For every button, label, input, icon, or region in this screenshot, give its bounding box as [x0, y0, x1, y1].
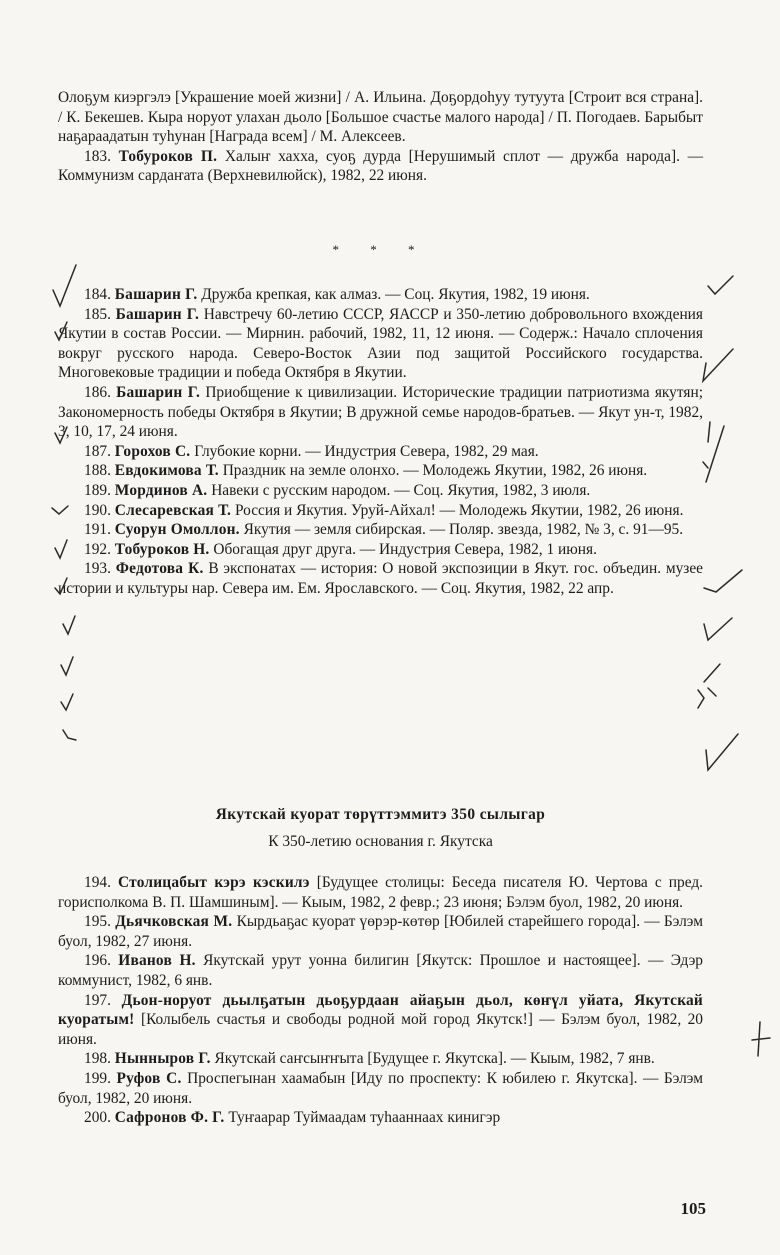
entry-196: 196. Иванов Н. Якутскай урут уонна билигин [Якутск: Прошлое и настоящее]. — Эдэр коммунист, 1982, 6 янв.: [58, 952, 703, 989]
margin-check-icon: [700, 614, 736, 644]
checkmark-icon: [52, 423, 70, 445]
entry-191: 191. Суорун Омоллон. Якутия — земля сибирская. — Поляр. звезда, 1982, № 3, с. 91—95.: [84, 521, 684, 539]
margin-check-icon: [700, 345, 736, 387]
entry-number: 183.: [84, 147, 111, 165]
continuation-paragraph: Олоҕум киэргэлэ [Украшение моей жизни] / А. Ильина. Доҕордоһуу тутуута [Строит вся страна]. / К. Бекешев. Кыра норуот улахан дьоло [Большое счастье малого народа] / П. Погодаев. Барыбыт наҕараадатын туһунан [Награда всем] / М. Алексеев.: [58, 89, 703, 146]
entry-author: Тобуроков П.: [118, 147, 218, 165]
entry-187: 187. Горохов С. Глубокие корни. — Индустрия Севера, 1982, 29 мая.: [84, 442, 539, 460]
entry-184: 184. Башарин Г. Дружба крепкая, как алмаз. — Соц. Якутия, 1982, 19 июня.: [84, 286, 590, 303]
margin-check-icon: [694, 684, 722, 714]
entry-183: [58, 147, 703, 186]
checkmark-icon: [58, 692, 76, 712]
entry-193: 193. Федотова К. В экспонатах — история: О новой экспозиции в Якут. гос. объедин. музее истории и культуры нар. Севера им. Ем. Ярославского. — Соц. Якутия, 1982, 22 апр.: [58, 560, 704, 597]
margin-check-icon: [700, 660, 724, 686]
margin-check-icon: [705, 274, 735, 298]
entry-186: 186. Башарин Г. Приобщение к цивилизации. Исторические традиции патриотизма якутян; Закономерность победы Октября в Якутии; В дружной семье народов-братьев. — Якут ун-т, 1982, 3, 10, 17, 24 июня.: [58, 383, 703, 441]
page-number: 105: [680, 1199, 706, 1218]
checkmark-icon: [50, 262, 80, 310]
continuation-text: [58, 88, 703, 186]
entry-195: 195. Дьячковская М. Кырдьаҕас куорат үөрэр-көтөр [Юбилей старейшего города]. — Бэлэм буол, 1982, 27 июня.: [58, 913, 703, 950]
checkmark-icon: [52, 320, 70, 342]
checkmark-icon: [52, 538, 70, 560]
entry-189: 189. Мординов А. Навеки с русским народом. — Соц. Якутия, 1982, 3 июля.: [84, 481, 591, 499]
margin-plus-icon: [750, 1018, 772, 1058]
section-heading-yakut: Якутскай куорат төрүттэммитэ 350 сылыгар: [215, 806, 546, 823]
entry-188: 188. Евдокимова Т. Праздник на земле олонхо. — Молодежь Якутии, 1982, 26 июня.: [84, 462, 648, 480]
entry-185: 185. Башарин Г. Навстречу 60-летию СССР, ЯАССР и 350-летию добровольного вхождения Якутии в состав России. — Мирнин. рабочий, 1982, 11, 12 июня. — Содерж.: Начало сплочения вокруг русского народа. Северо-Восток Азии под защитой Российского государства. Многовековые традиции и победа Октября в Якутии.: [58, 305, 703, 382]
checkmark-icon: [52, 576, 70, 596]
entry-text: Халыҥ хахха, суоҕ дурда [Нерушимый сплот — дружба народа]. — Коммунизм сардаҥата (Верхневилюйск), 1982, 22 июня.: [58, 147, 703, 185]
checkmark-icon: [58, 655, 76, 677]
entry-199: 199. Руфов С. Проспегынан хаамабын [Иду по проспекту: К юбилею г. Якутска]. — Бэлэм буол, 1982, 20 июня.: [58, 1069, 703, 1107]
section-heading-russian: К 350-летию основания г. Якутска: [268, 833, 493, 850]
entry-190: 190. Слесаревская Т. Россия и Якутия. Уруй-Айхал! — Молодежь Якутии, 1982, 26 июня.: [84, 501, 684, 519]
checkmark-icon: [60, 614, 78, 636]
entry-200: 200. Сафронов Ф. Г. Туҥаарар Туймаадам туһааннаах кинигэр: [84, 1109, 501, 1127]
checkmark-icon: [50, 500, 70, 518]
entry-197: 197. Дьон-норуот дьылҕатын дьоҕурдаан айаҕын дьол, көҥүл уйата, Якутскай куоратым! [Колыбель счастья и свободы родной мой город Якутск!] — Бэлэм буол, 1982, 20 июня.: [58, 991, 703, 1048]
margin-check-icon: [700, 564, 744, 596]
entries-list-a: [58, 285, 703, 599]
margin-check-icon: [700, 418, 730, 490]
entry-194: 194. Столицабыт кэрэ кэскилэ [Будущее столицы: Беседа писателя Ю. Чертова с пред. горисполкома В. П. Шамшиным]. — Кыым, 1982, 2 февр.; 23 июня; Бэлэм буол, 1982, 20 июня.: [58, 874, 703, 911]
entry-192: 192. Тобуроков Н. Обогащая друг друга. — Индустрия Севера, 1982, 1 июня.: [84, 540, 597, 558]
margin-check-icon: [700, 730, 740, 774]
entries-list-b: [58, 873, 703, 1128]
separator-stars: * * *: [332, 242, 429, 257]
checkmark-icon: [60, 728, 78, 744]
entry-198: 198. Нынныров Г. Якутскай саҥсыҥҥыта [Будущее г. Якутска]. — Кыым, 1982, 7 янв.: [84, 1050, 655, 1068]
